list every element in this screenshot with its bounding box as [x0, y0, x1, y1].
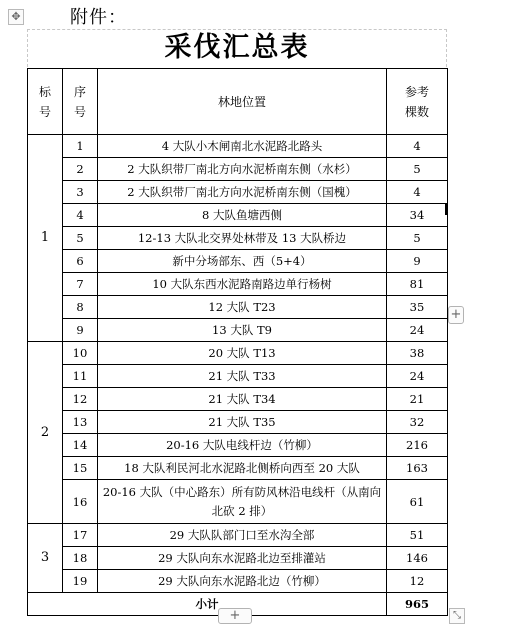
count-cell: 24	[387, 319, 448, 342]
count-cell: 163	[387, 457, 448, 480]
seq-cell: 7	[63, 273, 98, 296]
location-cell: 新中分场部东、西（5+4）	[98, 250, 387, 273]
count-cell: 38	[387, 342, 448, 365]
table-row	[28, 480, 448, 524]
table-row	[28, 181, 448, 204]
table-row	[28, 434, 448, 457]
header-seq: 序号	[63, 69, 98, 135]
count-cell: 35	[387, 296, 448, 319]
table-move-handle-icon[interactable]: ✥	[8, 9, 24, 25]
table-row	[28, 524, 448, 547]
group-label-cell: 3	[28, 524, 63, 593]
seq-cell: 3	[63, 181, 98, 204]
count-cell: 4	[387, 135, 448, 158]
seq-cell: 15	[63, 457, 98, 480]
table-row	[28, 296, 448, 319]
count-cell: 5	[387, 227, 448, 250]
seq-cell: 9	[63, 319, 98, 342]
table-row	[28, 273, 448, 296]
table-resize-icon[interactable]: ⤡	[449, 608, 465, 624]
location-cell: 2 大队织带厂南北方向水泥桥南东侧（国槐）	[98, 181, 387, 204]
location-cell: 8 大队鱼塘西侧	[98, 204, 387, 227]
seq-cell: 4	[63, 204, 98, 227]
seq-cell: 2	[63, 158, 98, 181]
header-location: 林地位置	[98, 69, 387, 135]
table-row	[28, 342, 448, 365]
location-cell: 20-16 大队电线杆边（竹柳）	[98, 434, 387, 457]
header-group: 标号	[28, 69, 63, 135]
location-cell: 29 大队向东水泥路北边（竹柳）	[98, 570, 387, 593]
location-cell: 20 大队 T13	[98, 342, 387, 365]
header-count: 参考棵数	[387, 69, 448, 135]
count-cell: 146	[387, 547, 448, 570]
seq-cell: 1	[63, 135, 98, 158]
count-cell: 34	[387, 204, 448, 227]
seq-cell: 12	[63, 388, 98, 411]
add-column-plus-icon[interactable]: +	[448, 306, 464, 324]
seq-cell: 5	[63, 227, 98, 250]
location-cell: 2 大队织带厂南北方向水泥桥南东侧（水杉）	[98, 158, 387, 181]
table-row	[28, 227, 448, 250]
seq-cell: 19	[63, 570, 98, 593]
add-row-plus-icon[interactable]: +	[218, 608, 252, 624]
seq-cell: 18	[63, 547, 98, 570]
location-cell: 12 大队 T23	[98, 296, 387, 319]
table-row	[28, 135, 448, 158]
count-cell: 61	[387, 480, 448, 524]
seq-cell: 17	[63, 524, 98, 547]
count-cell: 24	[387, 365, 448, 388]
count-cell: 21	[387, 388, 448, 411]
table-row	[28, 570, 448, 593]
seq-cell: 10	[63, 342, 98, 365]
location-cell: 29 大队队部门口至水沟全部	[98, 524, 387, 547]
location-cell: 4 大队小木闸南北水泥路北路头	[98, 135, 387, 158]
location-cell: 13 大队 T9	[98, 319, 387, 342]
header-row	[28, 69, 448, 135]
subtotal-count: 965	[387, 593, 448, 616]
count-cell: 51	[387, 524, 448, 547]
subtotal-label: 小计	[28, 593, 387, 616]
location-cell: 20-16 大队（中心路东）所有防风林沿电线杆（从南向北砍 2 排）	[98, 480, 387, 524]
table-row	[28, 411, 448, 434]
table-row	[28, 158, 448, 181]
group-label-cell: 2	[28, 342, 63, 524]
location-cell: 29 大队向东水泥路北边至排灌站	[98, 547, 387, 570]
count-cell: 4	[387, 181, 448, 204]
harvest-summary-table	[27, 68, 448, 616]
table-title: 采伐汇总表	[164, 32, 310, 63]
text-cursor	[445, 203, 447, 215]
table-row	[28, 204, 448, 227]
count-cell: 9	[387, 250, 448, 273]
count-cell: 32	[387, 411, 448, 434]
table-row	[28, 250, 448, 273]
group-label-cell: 1	[28, 135, 63, 342]
seq-cell: 13	[63, 411, 98, 434]
count-cell: 5	[387, 158, 448, 181]
location-cell: 10 大队东西水泥路南路边单行杨树	[98, 273, 387, 296]
count-cell: 81	[387, 273, 448, 296]
attachment-label: 附件：	[70, 7, 127, 28]
seq-cell: 11	[63, 365, 98, 388]
table-row	[28, 547, 448, 570]
count-cell: 12	[387, 570, 448, 593]
table-row	[28, 365, 448, 388]
seq-cell: 16	[63, 480, 98, 524]
table-row	[28, 457, 448, 480]
seq-cell: 8	[63, 296, 98, 319]
table-row	[28, 319, 448, 342]
seq-cell: 14	[63, 434, 98, 457]
location-cell: 21 大队 T34	[98, 388, 387, 411]
location-cell: 12-13 大队北交界处林带及 13 大队桥边	[98, 227, 387, 250]
count-cell: 216	[387, 434, 448, 457]
location-cell: 21 大队 T35	[98, 411, 387, 434]
seq-cell: 6	[63, 250, 98, 273]
location-cell: 18 大队利民河北水泥路北侧桥向西至 20 大队	[98, 457, 387, 480]
table-row	[28, 388, 448, 411]
location-cell: 21 大队 T33	[98, 365, 387, 388]
